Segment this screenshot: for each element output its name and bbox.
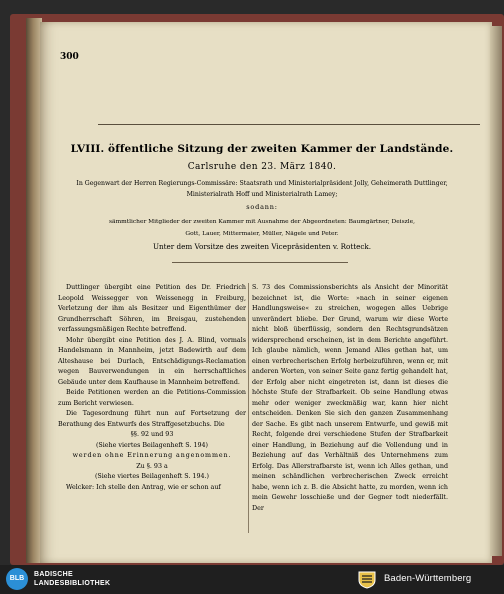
section-reference: §§. 92 und 93 bbox=[130, 431, 174, 438]
left-column bbox=[58, 283, 246, 533]
paragraph: Beide Petitionen werden an die Petitions-Commission zum Bericht verwiesen. bbox=[58, 389, 246, 407]
coat-of-arms-icon bbox=[356, 569, 378, 589]
supplement-note: (Siehe viertes Beilagenheft S. 194) bbox=[95, 441, 209, 449]
state-name: Baden-Württemberg bbox=[384, 573, 472, 584]
members-block bbox=[52, 217, 472, 240]
chair-line: Unter dem Vorsitze des zweiten Vicepräsidenten v. Rotteck. bbox=[152, 242, 372, 251]
paragraph: Welcker: Ich stelle den Antrag, wie er schon auf bbox=[66, 483, 221, 491]
page-right-edge bbox=[490, 26, 502, 556]
section-rule bbox=[172, 262, 348, 263]
paragraph: Duttlinger übergibt eine Petition des Dr. Friedrich Leopold Weissegger von Weissenegg in Freiburg, Verletzung der ihm als Besitzer und Eigenthümer der Grundherrschaft Söhren, im Breisgau, zustehenden verfassungsmäßigen Rechte betreffend. bbox=[58, 284, 246, 333]
paragraph: Mohr übergibt eine Petition des J. A. Blind, vormals Handelsmann in Mannheim, jetzt Badewirth auf dem Alteshause bei Durlach, Entschädigungs-Reclamation wegen Bauverwendungen in ein herrschaftliches Gebäude unter dem Kaufhause in Mannheim betreffend. bbox=[58, 336, 246, 386]
blb-logo[interactable]: BLB bbox=[6, 568, 28, 590]
library-name-line: LANDESBIBLIOTHEK bbox=[34, 580, 111, 587]
presence-line: Ministerialrath Hoff und Ministerialrath Lamey; bbox=[186, 191, 338, 198]
page-number: 300 bbox=[60, 52, 79, 62]
sodann-label: sodann: bbox=[246, 203, 278, 211]
section-reference: Zu §. 93 a bbox=[136, 462, 168, 470]
members-line: Gott, Lauer, Mittermaier, Müller, Nägele und Peter. bbox=[185, 230, 339, 237]
presence-line: In Gegenwart der Herren Regierungs-Commissäre: Staatsrath und Ministerialpräsident Jolly, Geheimerath Duttlinger, bbox=[76, 180, 448, 187]
presence-block bbox=[52, 178, 472, 200]
session-title: LVIII. öffentliche Sitzung der zweiten Kammer der Landstände. bbox=[70, 143, 454, 155]
section-outcome: werden ohne Erinnerung angenommen. bbox=[72, 452, 232, 459]
footer-bar bbox=[0, 565, 504, 594]
paragraph: S. 73 des Commissionsberichts als Ansicht der Minorität bezeichnet ist, die Worte: »nach in seiner eigenen Handlungsweise« zu streichen, wogegen alles Uebrige unverändert bliebe. Der Grund, warum wir diese Worte nicht bloß überflüssig, sondern den Rechtsgrundsätzen widersprechend erscheinen, ist in dem Berichte angeführt. Ich glaube nämlich, wenn Jemand Alles gethan hat, um einen verbrecherischen Erfolg herbeizuführen, wenn er, mit anderen Worten, von seiner Seite ganz fertig gehandelt hat, der Erfolg aber nicht eingetreten ist, dann ist dieses die höchste Stufe der Strafbarkeit. Ob seine Handlung etwas mehr oder weniger zweckmäßig war, kann hier nicht entscheiden. Denken Sie sich den ganzen Zusammenhang der Sache. Es gibt nach unserem Entwurfe, und gewiß mit Recht, folgende drei verschiedene Stufen der Strafbarkeit einer Handlung, in Beziehung auf die Vollendung und in Beziehung auf das Verhältniß des Unternehmens zum Erfolg. Das Allerstrafbarste ist, wenn ich Alles gethan, und meinen schändlichen verbrecherischen Zweck erreicht habe, wenn ich z. B. die Absicht hatte, zu morden, wenn ich mein Gewehr losschieße und der Gegner todt niederfällt. Der bbox=[252, 284, 448, 512]
members-line: sämmtlicher Mitglieder der zweiten Kammer mit Ausnahme der Abgeordneten: Baumgärtner, Deiszle, bbox=[109, 219, 415, 225]
paragraph: Die Tagesordnung führt nun auf Fortsetzung der Berathung des Entwurfs des Straffgesetzbuchs. Die bbox=[58, 410, 246, 428]
library-name-line: BADISCHE bbox=[34, 571, 73, 578]
supplement-note: (Siehe viertes Beilagenheft S. 194.) bbox=[94, 473, 210, 480]
top-rule bbox=[98, 124, 480, 125]
right-column bbox=[252, 283, 448, 533]
library-name[interactable] bbox=[34, 570, 110, 588]
column-divider bbox=[248, 283, 249, 533]
session-dateline: Carlsruhe den 23. März 1840. bbox=[187, 162, 337, 172]
